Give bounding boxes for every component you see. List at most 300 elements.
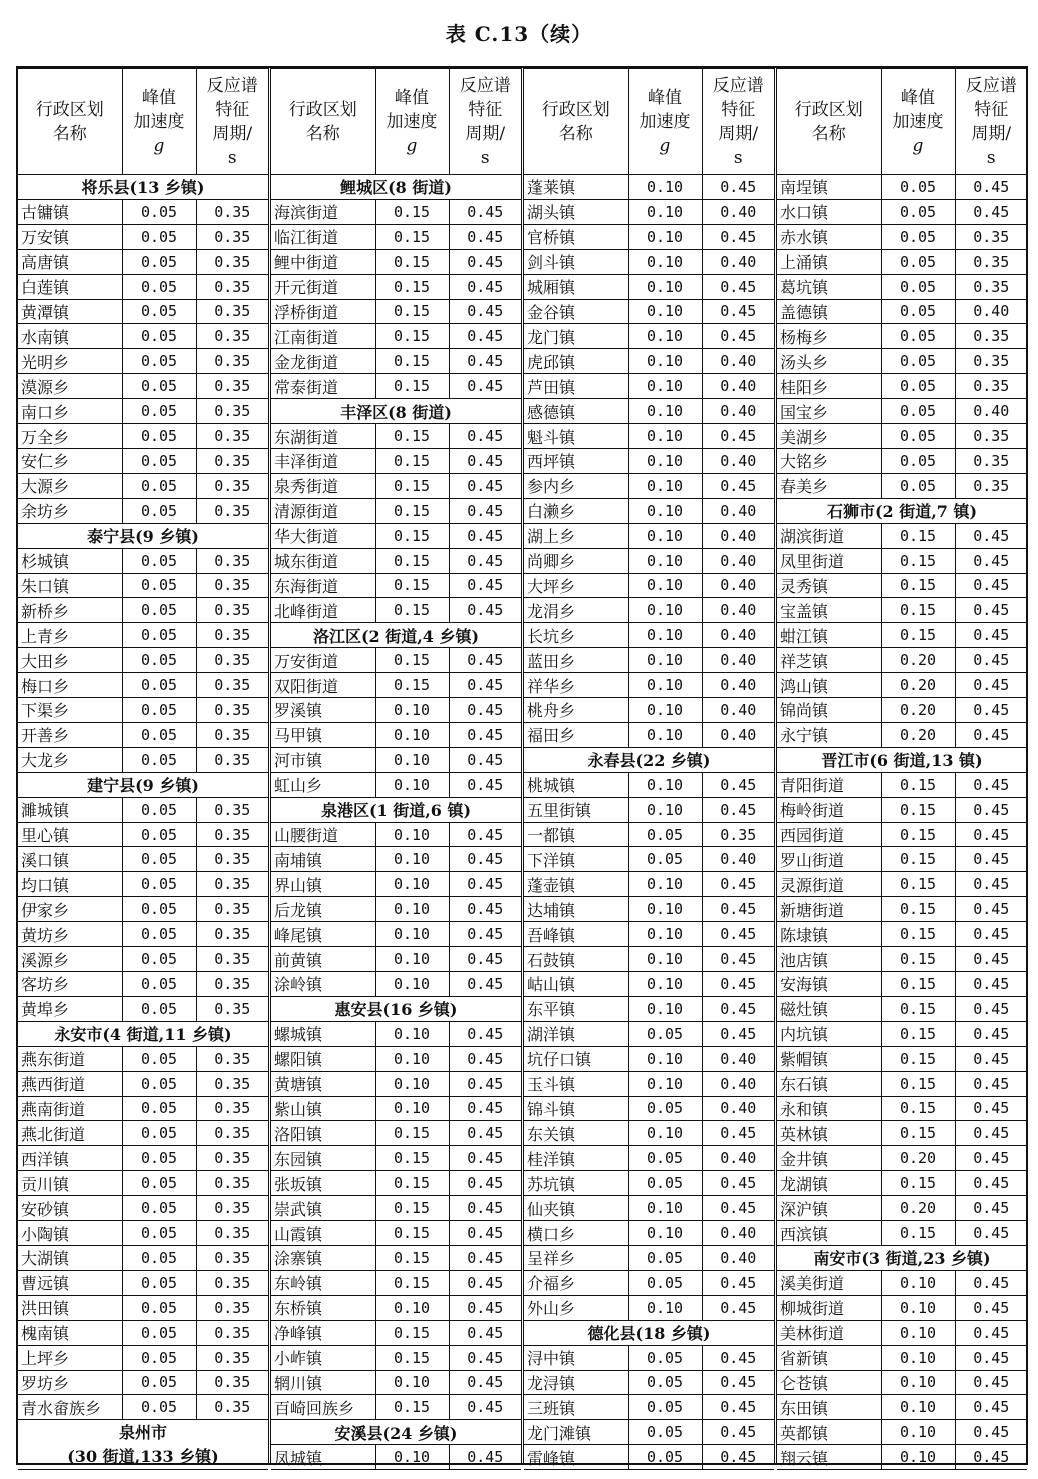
area-name-cell: 雷峰镇 [524,1445,628,1470]
period-cell: 0.45 [449,872,521,897]
area-name-cell: 伊家乡 [18,897,122,922]
accel-cell: 0.15 [375,498,449,523]
area-name-cell: 东平镇 [524,996,628,1021]
table-row [271,772,521,797]
period-cell: 0.35 [955,224,1027,249]
period-cell: 0.45 [449,1370,521,1395]
table-row [524,822,774,847]
period-cell: 0.45 [449,1221,521,1246]
period-cell: 0.45 [702,424,774,449]
accel-cell: 0.15 [881,897,955,922]
period-cell: 0.45 [449,698,521,723]
table-row [18,374,268,399]
area-name-cell: 灵源街道 [777,872,881,897]
accel-cell: 0.05 [122,274,196,299]
period-cell: 0.45 [449,847,521,872]
table-row [777,1021,1027,1046]
area-name-cell: 黄埠乡 [18,996,122,1021]
accel-cell: 0.05 [122,1295,196,1320]
area-name-cell: 祥芝镇 [777,648,881,673]
period-cell: 0.45 [702,1121,774,1146]
area-name-cell: 南埕镇 [777,175,881,200]
area-name-cell: 城东街道 [271,548,375,573]
period-cell: 0.40 [702,498,774,523]
table-row [524,872,774,897]
period-cell: 0.35 [196,199,268,224]
area-name-cell: 双阳街道 [271,673,375,698]
section-heading: 德化县(18 乡镇) [524,1320,774,1345]
period-cell: 0.35 [196,698,268,723]
period-cell: 0.45 [449,1146,521,1171]
accel-cell: 0.15 [881,598,955,623]
accel-cell: 0.10 [628,349,702,374]
area-name-cell: 大源乡 [18,473,122,498]
header-name: 行政区划 名称 [777,69,881,175]
area-name-cell: 仑苍镇 [777,1370,881,1395]
area-name-cell: 介福乡 [524,1270,628,1295]
table-row [777,224,1027,249]
section-heading: 安溪县(24 乡镇) [271,1420,521,1445]
table-row [777,772,1027,797]
table-row [777,299,1027,324]
period-cell: 0.45 [449,1046,521,1071]
accel-cell: 0.15 [375,448,449,473]
area-name-cell: 龙门镇 [524,324,628,349]
period-cell: 0.45 [955,623,1027,648]
table-row [777,548,1027,573]
area-name-cell: 万安镇 [18,224,122,249]
period-cell: 0.45 [955,1071,1027,1096]
period-cell: 0.45 [449,249,521,274]
page-title: 表 C.13（续） [445,22,593,46]
area-name-cell: 东海街道 [271,573,375,598]
accel-cell: 0.10 [375,822,449,847]
accel-cell: 0.10 [375,722,449,747]
period-cell: 0.45 [955,1270,1027,1295]
period-cell: 0.45 [449,1395,521,1420]
period-cell: 0.35 [196,1345,268,1370]
accel-cell: 0.05 [628,1245,702,1270]
accel-cell: 0.10 [628,1046,702,1071]
table-row [18,349,268,374]
table-row [777,1096,1027,1121]
accel-cell: 0.05 [122,424,196,449]
area-name-cell: 宝盖镇 [777,598,881,623]
accel-cell: 0.15 [375,598,449,623]
area-name-cell: 参内乡 [524,473,628,498]
period-cell: 0.45 [449,1196,521,1221]
table-row [18,1245,268,1270]
table-row [777,274,1027,299]
accel-cell: 0.15 [375,673,449,698]
table-row [777,473,1027,498]
area-name-cell: 安海镇 [777,972,881,997]
table-row [524,374,774,399]
table-row [777,648,1027,673]
table-row [18,573,268,598]
section-heading: 惠安县(16 乡镇) [271,996,521,1021]
period-cell: 0.35 [196,1071,268,1096]
period-cell: 0.45 [449,274,521,299]
accel-cell: 0.05 [122,324,196,349]
accel-cell: 0.05 [122,1270,196,1295]
table-row [271,1270,521,1295]
table-row [524,498,774,523]
area-name-cell: 西坪镇 [524,448,628,473]
area-name-cell: 石鼓镇 [524,947,628,972]
table-row [271,349,521,374]
accel-cell: 0.10 [628,673,702,698]
section-heading-line: 泉州市 [118,1422,167,1442]
area-name-cell: 下洋镇 [524,847,628,872]
period-cell: 0.35 [955,349,1027,374]
accel-cell: 0.10 [628,972,702,997]
accel-cell: 0.15 [375,349,449,374]
table-row [777,324,1027,349]
period-cell: 0.35 [196,1395,268,1420]
period-cell: 0.45 [955,1046,1027,1071]
period-cell: 0.35 [196,1221,268,1246]
table-row [524,1146,774,1171]
accel-cell: 0.15 [881,872,955,897]
accel-cell: 0.05 [628,1096,702,1121]
period-cell: 0.35 [196,1096,268,1121]
accel-cell: 0.05 [122,224,196,249]
accel-cell: 0.05 [122,1096,196,1121]
period-cell: 0.35 [196,996,268,1021]
period-cell: 0.45 [702,797,774,822]
period-cell: 0.40 [702,523,774,548]
accel-cell: 0.05 [122,473,196,498]
period-cell: 0.35 [196,548,268,573]
accel-cell: 0.05 [122,623,196,648]
accel-cell: 0.05 [881,199,955,224]
area-name-cell: 横口乡 [524,1221,628,1246]
accel-cell: 0.10 [628,498,702,523]
header-name: 行政区划 名称 [271,69,375,175]
accel-cell: 0.10 [628,648,702,673]
table-row [271,598,521,623]
table-row [524,199,774,224]
area-name-cell: 龙湖镇 [777,1171,881,1196]
period-cell: 0.45 [955,722,1027,747]
period-cell: 0.45 [702,1270,774,1295]
period-cell: 0.45 [702,224,774,249]
area-name-cell: 水口镇 [777,199,881,224]
period-cell: 0.45 [955,673,1027,698]
area-name-cell: 南口乡 [18,399,122,424]
area-name-cell: 外山乡 [524,1295,628,1320]
accel-cell: 0.15 [881,573,955,598]
table-row [777,424,1027,449]
accel-cell: 0.05 [122,648,196,673]
area-name-cell: 永宁镇 [777,722,881,747]
table-row [777,1196,1027,1221]
accel-cell: 0.10 [375,1370,449,1395]
table-row [524,1395,774,1420]
table-row [18,1345,268,1370]
accel-cell: 0.15 [375,424,449,449]
table-row [777,972,1027,997]
period-cell: 0.40 [702,1071,774,1096]
section-heading: 鲤城区(8 街道) [271,175,521,200]
accel-cell: 0.20 [881,698,955,723]
period-cell: 0.45 [449,1270,521,1295]
period-cell: 0.45 [702,872,774,897]
period-cell: 0.35 [196,872,268,897]
period-cell: 0.45 [955,897,1027,922]
accel-cell: 0.15 [375,374,449,399]
area-name-cell: 北峰街道 [271,598,375,623]
period-cell: 0.35 [196,274,268,299]
table-row [777,349,1027,374]
table-row [524,349,774,374]
area-name-cell: 东关镇 [524,1121,628,1146]
accel-cell: 0.15 [375,274,449,299]
accel-cell: 0.10 [628,523,702,548]
area-name-cell: 大坪乡 [524,573,628,598]
table-row [777,1171,1027,1196]
period-cell: 0.45 [702,996,774,1021]
area-name-cell: 万安街道 [271,648,375,673]
period-cell: 0.45 [955,797,1027,822]
accel-cell: 0.05 [628,1146,702,1171]
table-row [524,972,774,997]
area-name-cell: 东桥镇 [271,1295,375,1320]
table-row [271,947,521,972]
accel-cell: 0.05 [122,598,196,623]
period-cell: 0.45 [702,1370,774,1395]
table-block-3 [524,68,777,1468]
table-row [271,747,521,772]
accel-cell: 0.10 [881,1320,955,1345]
period-cell: 0.45 [955,573,1027,598]
accel-cell: 0.05 [628,1270,702,1295]
area-name-cell: 蓬莱镇 [524,175,628,200]
accel-cell: 0.15 [375,199,449,224]
period-cell: 0.45 [702,897,774,922]
accel-cell: 0.15 [375,1245,449,1270]
table-row [524,1445,774,1470]
table-row [777,1295,1027,1320]
area-name-cell: 上涌镇 [777,249,881,274]
table-row [777,523,1027,548]
area-name-cell: 鲤中街道 [271,249,375,274]
section-row [271,996,521,1021]
table-row [777,1046,1027,1071]
accel-cell: 0.05 [122,797,196,822]
period-cell: 0.35 [196,947,268,972]
accel-cell: 0.15 [881,772,955,797]
accel-cell: 0.05 [122,498,196,523]
table-block-4 [777,68,1027,1468]
area-name-cell: 凤里街道 [777,548,881,573]
area-name-cell: 涂寨镇 [271,1245,375,1270]
area-name-cell: 官桥镇 [524,224,628,249]
area-name-cell: 白濑乡 [524,498,628,523]
accel-cell: 0.05 [122,1121,196,1146]
table-row [18,399,268,424]
accel-cell: 0.05 [122,1196,196,1221]
table-row [777,1395,1027,1420]
table-row [271,673,521,698]
area-name-cell: 丰泽街道 [271,448,375,473]
area-name-cell: 新塘街道 [777,897,881,922]
area-name-cell: 溪源乡 [18,947,122,972]
table-row [777,1146,1027,1171]
accel-cell: 0.05 [881,424,955,449]
area-name-cell: 龙涓乡 [524,598,628,623]
period-cell: 0.35 [955,424,1027,449]
table-row [18,947,268,972]
area-name-cell: 桃城镇 [524,772,628,797]
header-period: 反应谱 特征 周期/ s [955,69,1027,175]
accel-cell: 0.10 [628,249,702,274]
period-cell: 0.45 [449,598,521,623]
period-cell: 0.35 [196,598,268,623]
area-name-cell: 湖滨街道 [777,523,881,548]
table-row [524,698,774,723]
area-name-cell: 光明乡 [18,349,122,374]
accel-cell: 0.10 [628,897,702,922]
area-name-cell: 新桥乡 [18,598,122,623]
table-row [18,324,268,349]
area-name-cell: 福田乡 [524,722,628,747]
table-row [271,274,521,299]
table-row [271,1021,521,1046]
table-row [777,1071,1027,1096]
table-row [271,722,521,747]
area-name-cell: 上坪乡 [18,1345,122,1370]
section-row [271,175,521,200]
accel-cell: 0.05 [881,274,955,299]
table-row [777,1320,1027,1345]
accel-cell: 0.05 [122,1146,196,1171]
area-name-cell: 余坊乡 [18,498,122,523]
area-name-cell: 净峰镇 [271,1320,375,1345]
period-cell: 0.45 [955,175,1027,200]
area-name-cell: 东湖街道 [271,424,375,449]
area-name-cell: 黄塘镇 [271,1071,375,1096]
accel-cell: 0.15 [375,473,449,498]
table-row [18,822,268,847]
table-row [777,1345,1027,1370]
area-name-cell: 濉城镇 [18,797,122,822]
accel-cell: 0.05 [881,374,955,399]
accel-cell: 0.10 [628,1295,702,1320]
period-cell: 0.45 [449,199,521,224]
table-row [18,424,268,449]
period-cell: 0.35 [196,448,268,473]
period-cell: 0.45 [702,1171,774,1196]
period-cell: 0.35 [196,847,268,872]
accel-cell: 0.10 [881,1445,955,1470]
table-row [18,1171,268,1196]
table-row [18,1071,268,1096]
table-block-2 [271,68,524,1468]
area-name-cell: 清源街道 [271,498,375,523]
table-row [777,947,1027,972]
period-cell: 0.35 [196,573,268,598]
table-row [18,897,268,922]
table-row [18,1221,268,1246]
header-period: 反应谱 特征 周期/ s [449,69,521,175]
table-row [271,1395,521,1420]
area-name-cell: 呈祥乡 [524,1245,628,1270]
area-name-cell: 南埔镇 [271,847,375,872]
table-row [271,1370,521,1395]
period-cell: 0.45 [449,1320,521,1345]
area-name-cell: 紫山镇 [271,1096,375,1121]
table-row [271,1345,521,1370]
accel-cell: 0.15 [881,1071,955,1096]
period-cell: 0.45 [449,947,521,972]
section-heading: 泉港区(1 街道,6 镇) [271,797,521,822]
accel-cell: 0.15 [375,324,449,349]
table-row [524,249,774,274]
accel-cell: 0.05 [122,349,196,374]
period-cell: 0.45 [449,1171,521,1196]
period-cell: 0.40 [955,399,1027,424]
period-cell: 0.45 [449,897,521,922]
accel-cell: 0.10 [628,996,702,1021]
table-row [524,1121,774,1146]
area-name-cell: 罗坊乡 [18,1370,122,1395]
table-row [524,996,774,1021]
accel-cell: 0.10 [628,698,702,723]
section-row [18,772,268,797]
area-name-cell: 崇武镇 [271,1196,375,1221]
table-row [524,1046,774,1071]
section-row [271,623,521,648]
accel-cell: 0.20 [881,1146,955,1171]
table-row [271,822,521,847]
accel-cell: 0.10 [375,972,449,997]
area-name-cell: 华大街道 [271,523,375,548]
section-row [271,1420,521,1445]
table-row [18,722,268,747]
area-name-cell: 美林街道 [777,1320,881,1345]
area-name-cell: 葛坑镇 [777,274,881,299]
period-cell: 0.45 [449,1245,521,1270]
period-cell: 0.40 [702,399,774,424]
period-cell: 0.40 [702,648,774,673]
table-row [271,1445,521,1470]
accel-cell: 0.05 [628,1370,702,1395]
table-row [524,673,774,698]
accel-cell: 0.15 [375,1196,449,1221]
table-row [524,947,774,972]
table-row [777,922,1027,947]
table-row [18,1320,268,1345]
accel-cell: 0.05 [122,847,196,872]
accel-cell: 0.05 [122,1370,196,1395]
accel-cell: 0.15 [375,1345,449,1370]
area-name-cell: 池店镇 [777,947,881,972]
accel-cell: 0.10 [375,897,449,922]
accel-cell: 0.10 [375,772,449,797]
table-row [271,648,521,673]
accel-cell: 0.05 [122,922,196,947]
period-cell: 0.45 [449,673,521,698]
area-name-cell: 白莲镇 [18,274,122,299]
table-row [18,1270,268,1295]
period-cell: 0.45 [955,1221,1027,1246]
accel-cell: 0.15 [375,1320,449,1345]
section-row [271,399,521,424]
area-name-cell: 桃舟乡 [524,698,628,723]
area-name-cell: 西园街道 [777,822,881,847]
